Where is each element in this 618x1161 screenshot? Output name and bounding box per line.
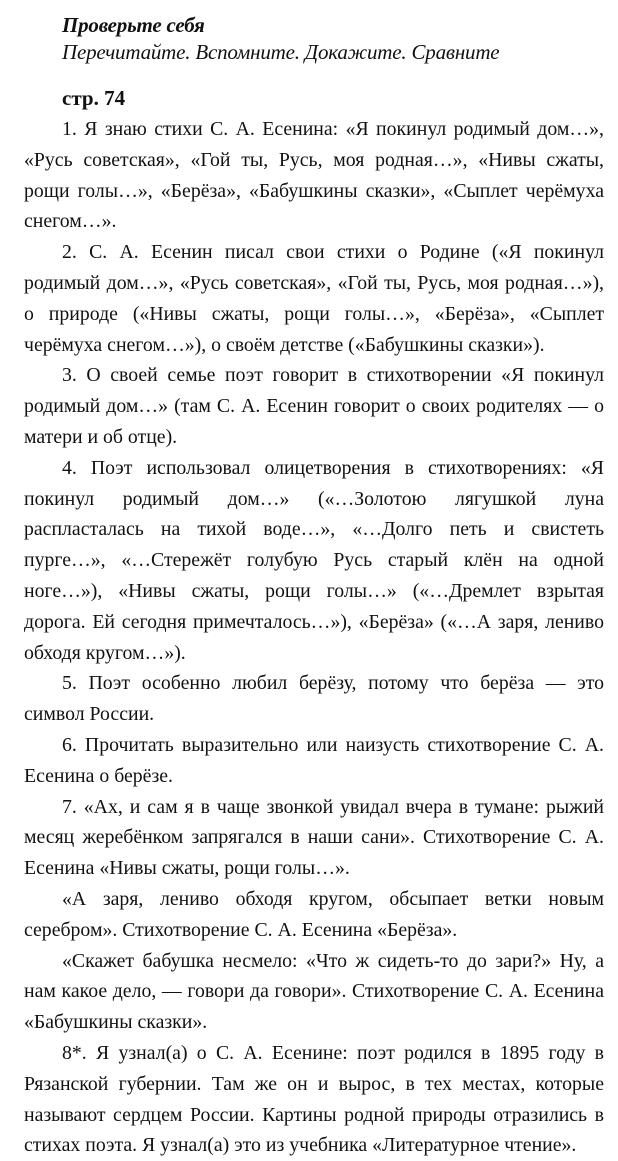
section-subtitle: Перечитайте. Вспомните. Докажите. Сравните (62, 40, 500, 64)
answer-paragraph-2: 2. С. А. Есенин писал свои стихи о Родине («Я покинул родимый дом…», «Русь советская», «Гой ты, Русь, моя родная…»), о природе («Нивы сжаты, рощи голы…», «Берёза», «Сыплет черёмуха снегом…»), о своём детстве («Бабушкины сказки»). (24, 241, 604, 356)
answer-paragraph-5: 5. Поэт особенно любил берёзу, потому что берёза — это символ России. (24, 672, 604, 726)
answer-paragraph-7: 7. «Ах, и сам я в чаще звонкой увидал вчера в тумане: рыжий месяц жеребёнком запрягался в наши сани». Стихотворение С. А. Есенина «Нивы сжаты, рощи голы…». (24, 795, 604, 880)
answers-body (24, 114, 604, 1161)
answer-paragraph-8: 8*. Я узнал(а) о С. А. Есенине: поэт родился в 1895 году в Рязанской губернии. Там же он и вырос, в тех местах, которые называют сердцем России. Картины родной природы отразились в стихах поэта. Я узнал(а) это из учебника «Литературное чтение». (24, 1041, 604, 1157)
answer-paragraph-4: 4. Поэт использовал олицетворения в стихотворениях: «Я покинул родимый дом…» («…Золотою лягушкой луна распласталась на тихой воде…», «…Долго петь и свистеть пурге…», «…Стережёт голубую Русь старый клён на одной ноге…»), «Нивы сжаты, рощи голы…» («…Дремлет взрытая дорога. Ей сегодня примечталось…»), «Берёза» («…А заря, лениво обходя кругом…»). (24, 456, 604, 664)
answer-paragraph-3: 3. О своей семье поэт говорит в стихотворении «Я покинул родимый дом…» (там С. А. Есенин говорит о своих родителях — о матери и об отце). (24, 364, 604, 448)
section-title: Проверьте себя (62, 13, 205, 37)
answer-paragraph-1: 1. Я знаю стихи С. А. Есенина: «Я покинул родимый дом…», «Русь советская», «Гой ты, Русь, моя родная…», «Нивы сжаты, рощи голы…», «Берёза», «Бабушкины сказки», «Сыплет черёмуха снегом…». (24, 118, 604, 233)
answer-paragraph-7-quote-3: «Скажет бабушка несмело: «Что ж сидеть-то до зари?» Ну, а нам какое дело, — говори да говори». Стихотворение С. А. Есенина «Бабушкины сказки». (24, 949, 604, 1034)
answer-paragraph-6: 6. Прочитать выразительно или наизусть стихотворение С. А. Есенина о берёзе. (24, 733, 604, 787)
answer-paragraph-7-quote-2: «А заря, лениво обходя кругом, обсыпает ветки новым серебром». Стихотворение С. А. Есенина «Берёза». (24, 887, 604, 941)
page-reference: стр. 74 (62, 86, 126, 110)
